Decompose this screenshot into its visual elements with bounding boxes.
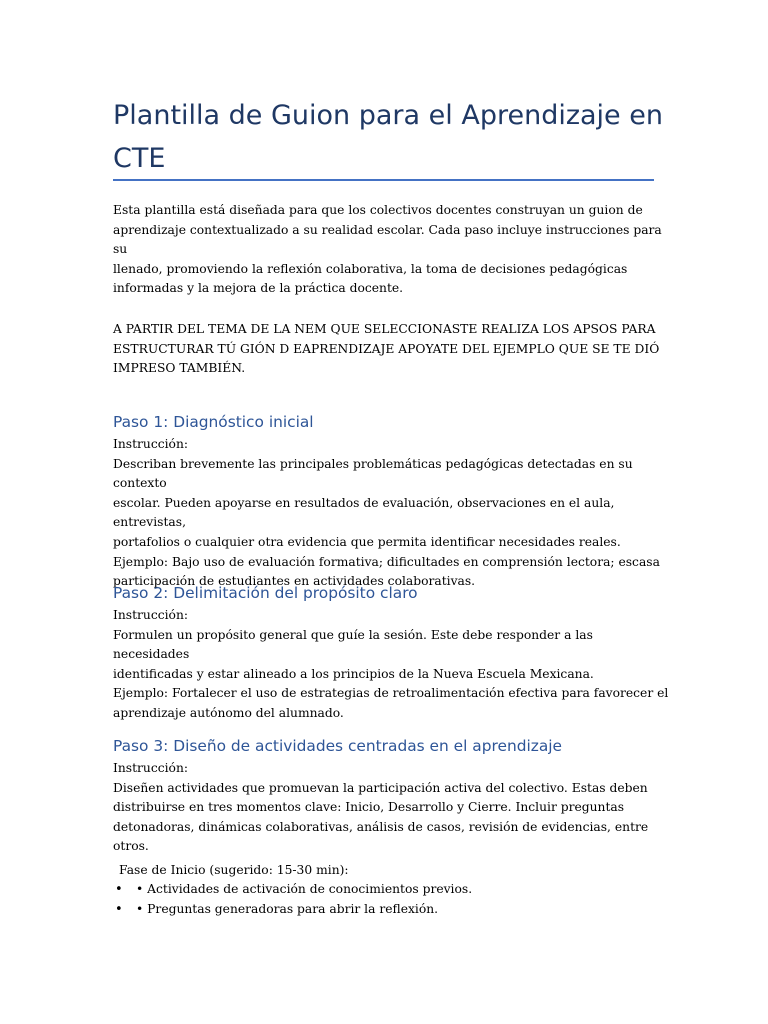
- step-1-line: escolar. Pueden apoyarse en resultados de evaluación, observaciones en el aula, entrevistas,: [113, 495, 615, 530]
- title-underline: [113, 179, 654, 181]
- document-title: Plantilla de Guion para el Aprendizaje en CTE: [113, 100, 663, 174]
- list-item-text: • Actividades de activación de conocimientos previos.: [136, 882, 473, 896]
- instruction-line: A PARTIR DEL TEMA DE LA NEM QUE SELECCIONASTE REALIZA LOS APSOS PARA: [113, 322, 656, 336]
- intro-line: llenado, promoviendo la reflexión colaborativa, la toma de decisiones pedagógicas: [113, 261, 628, 276]
- step-2-body: [113, 606, 673, 724]
- step-1-body: [113, 435, 673, 592]
- step-1-line: portafolios o cualquier otra evidencia que permita identificar necesidades reales.: [113, 534, 621, 549]
- intro-paragraph: [113, 201, 673, 299]
- step-3-line: detonadoras, dinámicas colaborativas, análisis de casos, revisión de evidencias, entre otros.: [113, 819, 649, 854]
- step-2-line: Instrucción:: [113, 608, 189, 622]
- intro-line: informadas y la mejora de la práctica docente.: [113, 281, 404, 296]
- bullet-icon: •: [115, 882, 123, 897]
- instruction-line: IMPRESO TAMBIÉN.: [113, 361, 246, 376]
- step-3-line: distribuirse en tres momentos clave: Inicio, Desarrollo y Cierre. Incluir preguntas: [113, 800, 625, 815]
- step-2-line: aprendizaje autónomo del alumnado.: [113, 705, 344, 720]
- bullet-list: [113, 880, 673, 919]
- step-2-line: Ejemplo: Fortalecer el uso de estrategias de retroalimentación efectiva para favorecer el: [113, 686, 669, 701]
- step-2-heading: Paso 2: Delimitación del propósito claro: [113, 584, 418, 602]
- phase-label: Fase de Inicio (sugerido: 15-30 min):: [119, 863, 349, 878]
- step-3-body: [113, 759, 673, 857]
- list-item: [113, 900, 673, 920]
- step-1-line: Ejemplo: Bajo uso de evaluación formativa; dificultades en comprensión lectora; escasa: [113, 554, 660, 569]
- step-2-line: Formulen un propósito general que guíe la sesión. Este debe responder a las necesidades: [113, 627, 593, 662]
- instruction-line: ESTRUCTURAR TÚ GIÓN D EAPRENDIZAJE APOYATE DEL EJEMPLO QUE SE TE DIÓ: [113, 341, 660, 356]
- bullet-icon: •: [115, 901, 123, 917]
- step-1-line: participación de estudiantes en actividades colaborativas.: [113, 574, 476, 589]
- intro-line: Esta plantilla está diseñada para que los colectivos docentes construyan un guion de: [113, 203, 643, 217]
- step-1-line: Instrucción:: [113, 437, 189, 451]
- list-item-text: • Preguntas generadoras para abrir la reflexión.: [136, 901, 439, 916]
- step-1-heading: Paso 1: Diagnóstico inicial: [113, 413, 314, 431]
- list-item: [113, 880, 673, 900]
- step-3-line: Instrucción:: [113, 761, 189, 775]
- intro-line: aprendizaje contextualizado a su realidad escolar. Cada paso incluye instrucciones para su: [113, 222, 662, 257]
- step-3-line: Diseñen actividades que promuevan la participación activa del colectivo. Estas deben: [113, 780, 648, 795]
- step-1-line: Describan brevemente las principales problemáticas pedagógicas detectadas en su contexto: [113, 456, 633, 491]
- uppercase-instruction: [113, 320, 673, 379]
- step-3-heading: Paso 3: Diseño de actividades centradas en el aprendizaje: [113, 737, 563, 755]
- step-2-line: identificadas y estar alineado a los principios de la Nueva Escuela Mexicana.: [113, 666, 594, 681]
